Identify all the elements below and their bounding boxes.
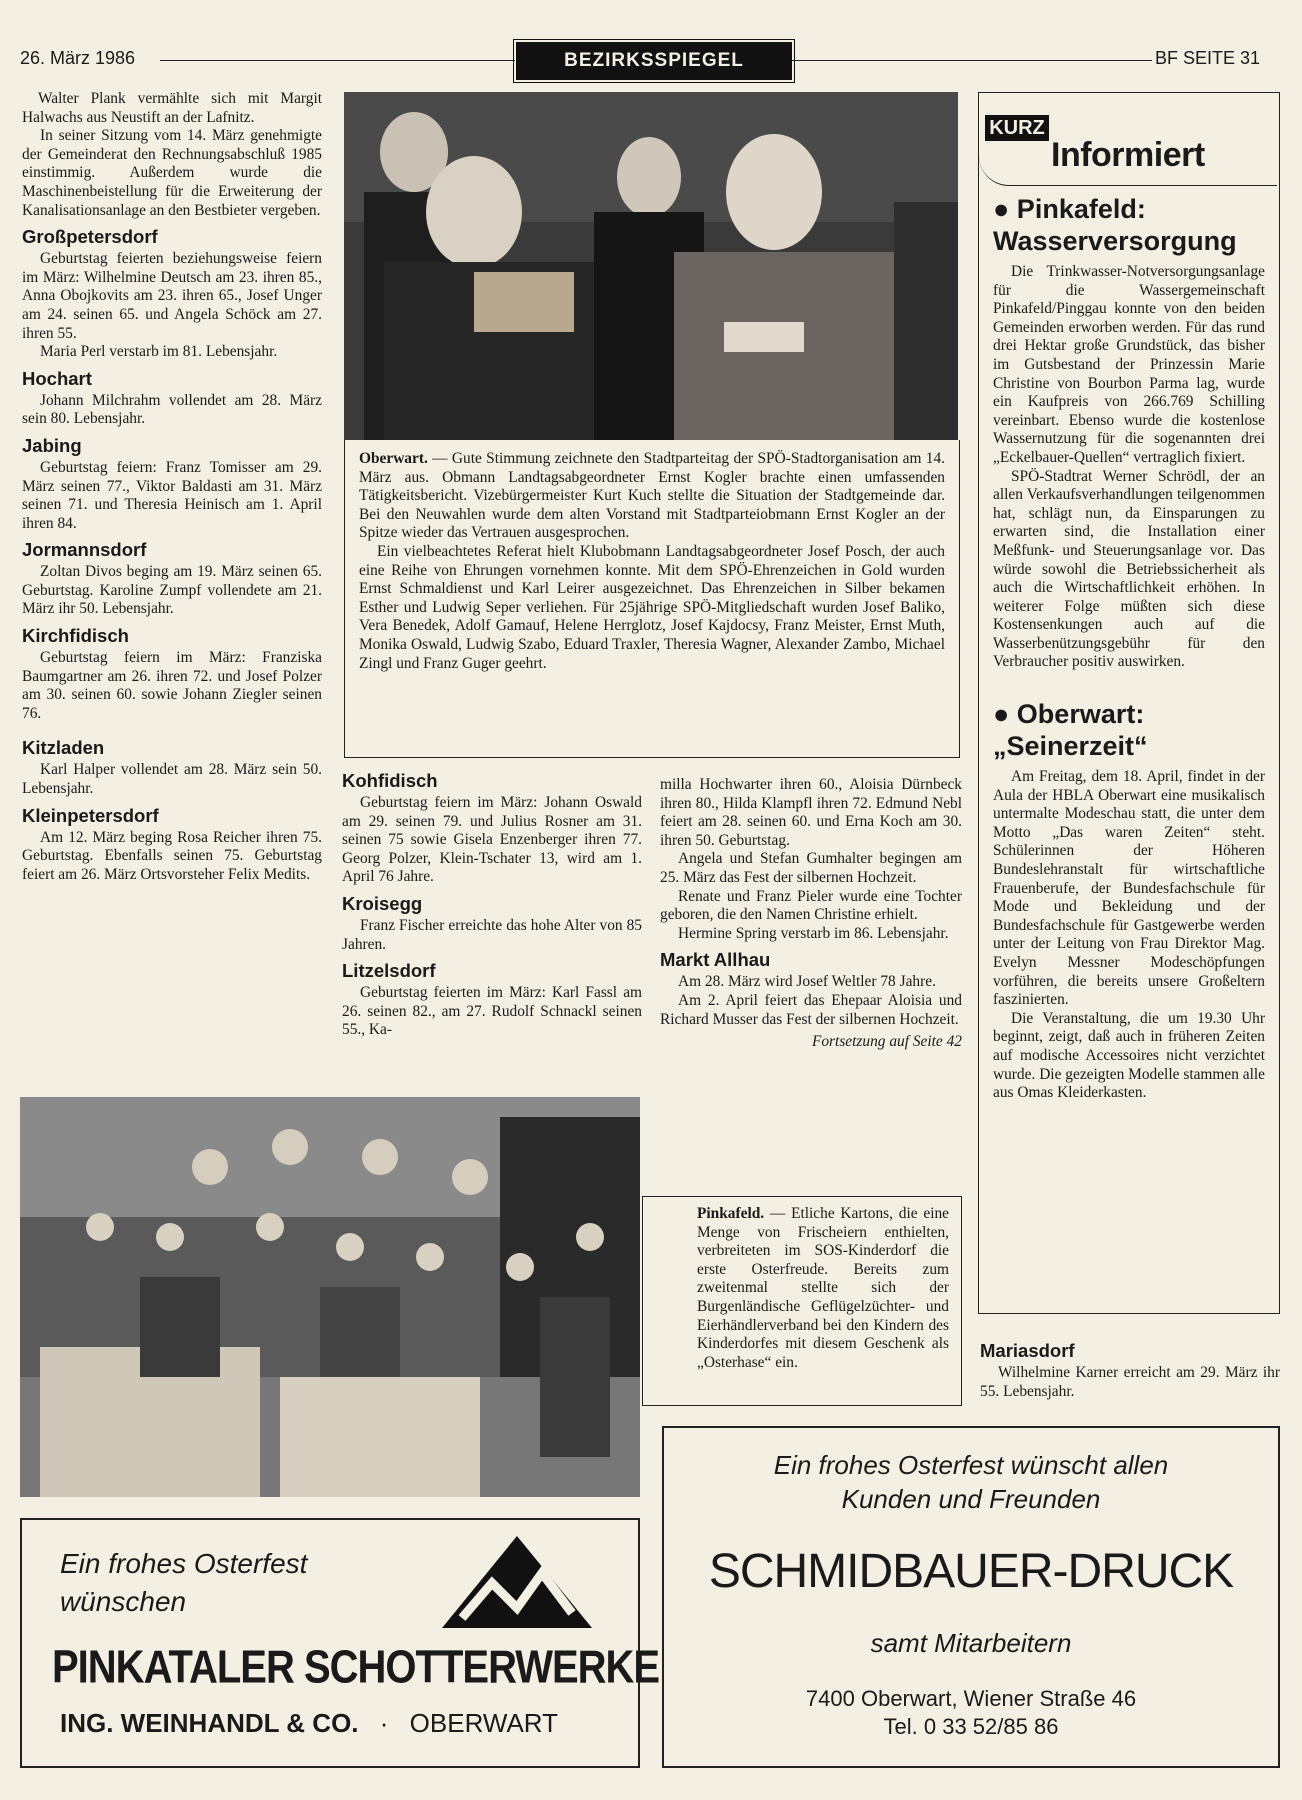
oberwart-caption-p1 (359, 450, 945, 543)
ad-druck-phone: Tel. 0 33 52/85 86 (883, 1714, 1059, 1739)
mariasdorf-section (980, 1340, 1280, 1401)
jabing-p1: Geburtstag feiern: Franz Tomisser am 29. März seinen 77., Viktor Baldasti am 31. März seinen 71. und Theresia Heinisch am 1. April ihren 84. (22, 458, 322, 532)
pinkafeld-caption-p1 (697, 1205, 949, 1372)
kurz-item2-text (993, 768, 1265, 1103)
ad-druck-line1: Ein frohes Osterfest wünscht allen (773, 1450, 1169, 1480)
ad-schotter-company: PINKATALER SCHOTTERWERKE (52, 1642, 660, 1693)
kurz-item1-p2: SPÖ-Stadtrat Werner Schrödl, der an allen Verkaufsverhandlungen teilgenommen hat, schlägt nun, da Einsparungen zu erwarten sind, die Installation einer Meßfunk- und Steuerungsanlage vor. Das würde sowohl die Betriebssicherheit als auch die Wirtschaftlichkeit erhöhen. In weiterer Folge müßten sich diese Kostensenkungen auch auf die Wasserbenützungsgebühr für den Verbraucher positiv auswirken. (993, 467, 1265, 671)
kurz-badge: KURZ (985, 115, 1049, 141)
ad-schotter-line1: Ein frohes Osterfest (60, 1548, 308, 1579)
heading-jabing: Jabing (22, 434, 82, 456)
ad-schotterwerke (20, 1518, 660, 1768)
ad-schotter-sub-right: OBERWART (409, 1708, 558, 1738)
ad-druck-line3: samt Mitarbeitern (870, 1628, 1072, 1658)
heading-jormannsdorf: Jormannsdorf (22, 539, 147, 561)
col1-intro-1: Walter Plank vermählte sich mit Margit Halwachs aus Neustift an der Lafnitz. (22, 90, 322, 126)
kroisegg-p1: Franz Fischer erreichte das hohe Alter von 85 Jahren. (342, 916, 642, 953)
col1-intro-2: In seiner Sitzung vom 14. März genehmigte der Gemeinderat den Rechnungsabschluß 1985 einstimmig. Außerdem wurde die Maschinenbeistellung für die Erweiterung der Kanalisationsanlage an den Bestbieter vergeben. (22, 127, 322, 219)
grosspetersdorf-p2: Maria Perl verstarb im 81. Lebensjahr. (40, 343, 278, 361)
continued-note: Fortsetzung auf Seite 42 (811, 1033, 962, 1051)
kurz-item1-title: ● Pinkafeld: Wasserversorgung (993, 194, 1237, 256)
heading-kohfidisch: Kohfidisch (342, 770, 438, 791)
kurz-item1-text (993, 263, 1265, 672)
litzelsdorf-p1: Geburtstag feierten im März: Karl Fassl am 26. seinen 82., am 27. Rudolf Schnackl seinen 55., Ka- (342, 984, 642, 1039)
oberwart-caption-p2: Ein vielbeachtetes Referat hielt Klubobmann Landtagsabgeordneter Josef Posch, der auch eine Reihe von Ehrungen vornehmen konnte. Mit dem SPÖ-Ehrenzeichen in Gold wurden Ernst Schmaldienst und Karl Leirer ausgezeichnet. Das Ehrenzeichen in Silber bekamen Esther und Ludwig Seper verliehen. Für 25jährige SPÖ-Mitgliedschaft wurden Josef Baliko, Vera Benedek, Adolf Gamauf, Helene Herrglotz, Josef Kajdocsy, Franz Meister, Ernst Muth, Monika Oswald, Ludwig Szabo, Eduard Traxler, Theresia Wagner, Alexander Zambo, Michael Zingl und Franz Guger geehrt. (359, 542, 945, 672)
pinkafeld-caption-body: — Etliche Kartons, die eine Menge von Frischeiern enthielten, verbreiteten im SOS-Kinderdorf die erste Osterfreude. Bereits zum zweitenmal stellte sich der Burgenländische Geflügelzüchter- und Eierhändlerverband bei den Kindern des Kinderdorfes mit diesem Geschenk als „Osterhase“ ein. (697, 1205, 949, 1371)
oberwart-caption-lead: Oberwart. (359, 450, 428, 467)
ad-schotter-sub-dot: · (379, 1708, 389, 1738)
kitzladen-p1: Karl Halper vollendet am 28. März sein 50. Lebensjahr. (22, 761, 322, 798)
heading-hochart: Hochart (22, 367, 92, 389)
column-2 (342, 770, 642, 1040)
oberwart-caption-text (359, 450, 945, 673)
kleinpetersdorf-p1: Am 12. März beging Rosa Reicher ihren 75. Geburtstag. Ebenfalls seinen 75. Geburtstag feiert am 26. März Ortsvorsteher Felix Medits. (22, 828, 322, 883)
kurz-content (993, 193, 1265, 1103)
column-3 (660, 776, 962, 1052)
photo-oberwart-image (344, 92, 958, 440)
kurz-item2-p2: Die Veranstaltung, die um 19.30 Uhr beginnt, zeigt, daß auch in früheren Zeiten auf modische Accessoires nicht verzichtet wurde. Die gezeigten Modelle stammen alle aus Omas Kleiderkasten. (993, 1009, 1265, 1102)
column-1 (22, 90, 322, 884)
photo-oberwart-handshake (344, 92, 958, 440)
kirchfidisch-p1: Geburtstag feiern im März: Franziska Baumgartner am 26. ihren 72. und Josef Polzer am 30. seinen 60. sowie Johann Ziegler seinen 76. (22, 649, 322, 722)
ad-schotter-sub (60, 1708, 558, 1739)
header-page: BF SEITE 31 (1155, 48, 1261, 68)
pinkafeld-caption-box (642, 1196, 962, 1406)
grosspetersdorf-p1: Geburtstag feierten beziehungsweise feiern im März: Wilhelmine Deutsch am 23. ihren 85., Anna Obojkovits am 23. ihren 65., Josef Unger am 24. seinen 65. und Angela Schöck am 27. ihren 55. (22, 250, 322, 342)
heading-markt-allhau: Markt Allhau (660, 949, 771, 971)
col3-cont-4: Hermine Spring verstarb im 86. Lebensjahr. (678, 924, 949, 942)
pinkafeld-caption-text (697, 1205, 949, 1372)
kurz-informiert-box (978, 92, 1280, 1314)
ad-schmidbauer-druck (662, 1426, 1280, 1768)
heading-kleinpetersdorf: Kleinpetersdorf (22, 804, 159, 826)
oberwart-caption-box (344, 440, 960, 758)
ad-druck-line2: Kunden und Freunden (841, 1484, 1101, 1514)
markt-allhau-p1: Am 28. März wird Josef Weltler 78 Jahre. (678, 973, 936, 991)
ad-druck-company: SCHMIDBAUER-DRUCK (708, 1545, 1234, 1598)
col3-cont-3: Renate und Franz Pieler wurde eine Tochter geboren, die den Namen Christine erhielt. (660, 887, 962, 924)
kurz-item1-p1: Die Trinkwasser-Notversorgungsanlage für die Wassergemeinschaft Pinkafeld/Pinggau konnte von den beiden Gemeinden erworben werden. Für das rund drei Hektar große Grundstück, das bisher im Gutsbestand der Prinzessin Marie Christine von Bourbon Parma lag, wurde ein Kaufpreis von 266.769 Schilling vereinbart. Ebenso wurde die kostenlose Wassernutzung für die sogenannten drei „Eckelbauer-Quellen“ vertraglich fixiert. (993, 263, 1265, 466)
header-rule-left (160, 60, 515, 61)
col3-cont-1: milla Hochwarter ihren 60., Aloisia Dürnbeck ihren 80., Hilda Klampfl ihren 72. Edmund Nebl feiert am 28. seinen 60. und Erna Koch am 30. ihren 50. Geburtstag. (660, 776, 962, 849)
photo-pinkafeld-image (20, 1097, 640, 1497)
pinkafeld-caption-lead: Pinkafeld. (697, 1205, 765, 1222)
kohfidisch-p1: Geburtstag feiern im März: Johann Oswald am 29. seinen 79. und Julius Rosner am 31. seinen 75 sowie Gisela Enzenberger ihren 77. Georg Polzer, Klein-Tschater 13, wird am 1. April 76 Jahre. (342, 794, 642, 886)
heading-kitzladen: Kitzladen (22, 737, 105, 759)
ad-schotter-sub-left: ING. WEINHANDL & CO. (60, 1708, 359, 1738)
col3-cont-2: Angela und Stefan Gumhalter begingen am 25. März das Fest der silbernen Hochzeit. (660, 850, 962, 886)
heading-grosspetersdorf: Großpetersdorf (22, 226, 158, 248)
kurz-title: Informiert (1051, 136, 1205, 174)
ad-schotter-line2: wünschen (60, 1586, 187, 1617)
header-date: 26. März 1986 (20, 48, 136, 68)
mountain-logo-icon (422, 1528, 612, 1638)
heading-kroisegg: Kroisegg (342, 892, 423, 914)
header-section: BEZIRKSSPIEGEL (516, 42, 792, 80)
ad-druck-address: 7400 Oberwart, Wiener Straße 46 (805, 1686, 1137, 1711)
heading-mariasdorf: Mariasdorf (980, 1340, 1075, 1361)
kurz-item2-p1: Am Freitag, dem 18. April, findet in der Aula der HBLA Oberwart eine musikalisch untermalte Modeschau statt, die unter dem Motto „Das waren Zeiten“ steht. Schülerinnen der Höheren Bundeslehranstalt für wirtschaftliche Frauenberufe, der Bundesfachschule für Mode und Bekleidung und der Bundesfachschule für Gastgewerbe werden unter der Leitung von Frau Direktor Mag. Evelyn Messner Modeschöpfungen vorführen, die bereits unsere Großeltern faszinierten. (993, 768, 1265, 1009)
heading-litzelsdorf: Litzelsdorf (342, 960, 436, 982)
markt-allhau-p2: Am 2. April feiert das Ehepaar Aloisia und Richard Musser das Fest der silbernen Hochzeit. (660, 991, 962, 1028)
photo-pinkafeld-children (20, 1097, 640, 1497)
mariasdorf-p1: Wilhelmine Karner erreicht am 29. März ihr 55. Lebensjahr. (980, 1364, 1280, 1400)
heading-kirchfidisch: Kirchfidisch (22, 625, 129, 647)
header-rule-right (792, 60, 1152, 61)
hochart-p1: Johann Milchrahm vollendet am 28. März sein 80. Lebensjahr. (22, 391, 322, 428)
jormannsdorf-p1: Zoltan Divos beging am 19. März seinen 65. Geburtstag. Karoline Zumpf vollendete am 21. März ihr 50. Lebensjahr. (22, 563, 322, 618)
oberwart-caption-p1-body: — Gute Stimmung zeichnete den Stadtparteitag der SPÖ-Stadtorganisation am 14. März aus. Obmann Landtagsabgeordneter Ernst Kogler brachte einen umfassenden Tätigkeitsbericht. Vizebürgermeister Kurt Kuch stellte die Situation der Stadtgemeinde dar. Bei den Neuwahlen wurde dem alten Vorstand mit Stadtparteiobmann Ernst Kogler an der Spitze wieder das Vertrauen ausgesprochen. (359, 450, 945, 542)
kurz-item2-title: ● Oberwart: „Seinerzeit“ (993, 699, 1148, 762)
